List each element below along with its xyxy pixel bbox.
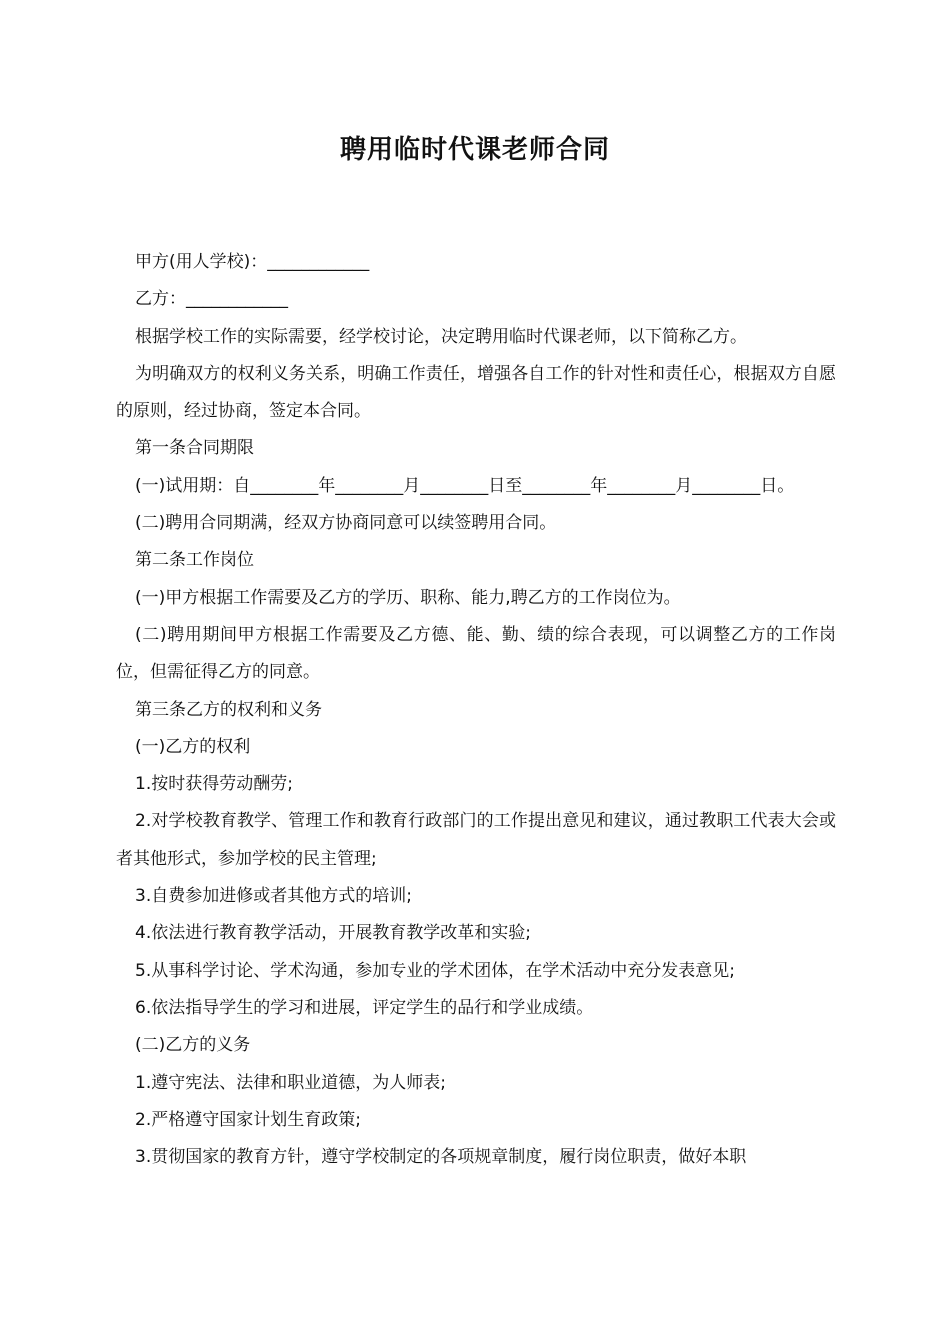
rights-item-5: 5.从事科学讨论、学术沟通，参加专业的学术团体，在学术活动中充分发表意见; bbox=[135, 960, 735, 981]
rights-item-4: 4.依法进行教育教学活动，开展教育教学改革和实验; bbox=[135, 923, 531, 944]
position-clause-1: (一)甲方根据工作需要及乙方的学历、职称、能力,聘乙方的工作岗位为。 bbox=[135, 587, 681, 608]
rights-item-2: 2.对学校教育教学、管理工作和教育行政部门的工作提出意见和建议，通过教职工代表大会或者其他形式，参加学校的民主管理; bbox=[116, 811, 836, 869]
document-body bbox=[116, 244, 836, 1176]
duties-item-2: 2.严格遵守国家计划生育政策; bbox=[135, 1109, 361, 1130]
rights-subheading: (一)乙方的权利 bbox=[135, 736, 251, 757]
document-title: 聘用临时代课老师合同 bbox=[339, 135, 610, 165]
intro-paragraph: 根据学校工作的实际需要，经学校讨论，决定聘用临时代课老师，以下简称乙方。 bbox=[135, 326, 747, 347]
duties-item-3: 3.贯彻国家的教育方针，遵守学校制定的各项规章制度，履行岗位职责，做好本职 bbox=[135, 1147, 747, 1168]
position-clause-2: (二)聘用期间甲方根据工作需要及乙方德、能、勤、绩的综合表现，可以调整乙方的工作岗位，但需征得乙方的同意。 bbox=[116, 624, 836, 683]
party-b-line: 乙方：____________ bbox=[135, 289, 288, 310]
rights-item-3: 3.自费参加进修或者其他方式的培训; bbox=[135, 886, 412, 907]
article-1-heading: 第一条合同期限 bbox=[135, 438, 254, 459]
trial-period-clause: (一)试用期：自________年________月________日至________年________月________日。 bbox=[135, 475, 795, 496]
rights-item-6: 6.依法指导学生的学习和进展，评定学生的品行和学业成绩。 bbox=[135, 997, 594, 1018]
rights-item-1: 1.按时获得劳动酬劳; bbox=[135, 774, 293, 795]
renewal-clause: (二)聘用合同期满，经双方协商同意可以续签聘用合同。 bbox=[135, 513, 557, 534]
duties-item-1: 1.遵守宪法、法律和职业道德，为人师表; bbox=[135, 1072, 446, 1093]
duties-subheading: (二)乙方的义务 bbox=[135, 1035, 251, 1056]
article-2-heading: 第二条工作岗位 bbox=[135, 550, 254, 571]
purpose-paragraph: 为明确双方的权利义务关系，明确工作责任，增强各自工作的针对性和责任心，根据双方自愿的原则，经过协商，签定本合同。 bbox=[116, 363, 836, 422]
party-a-line: 甲方(用人学校)：____________ bbox=[135, 252, 370, 272]
article-3-heading: 第三条乙方的权利和义务 bbox=[135, 699, 322, 720]
